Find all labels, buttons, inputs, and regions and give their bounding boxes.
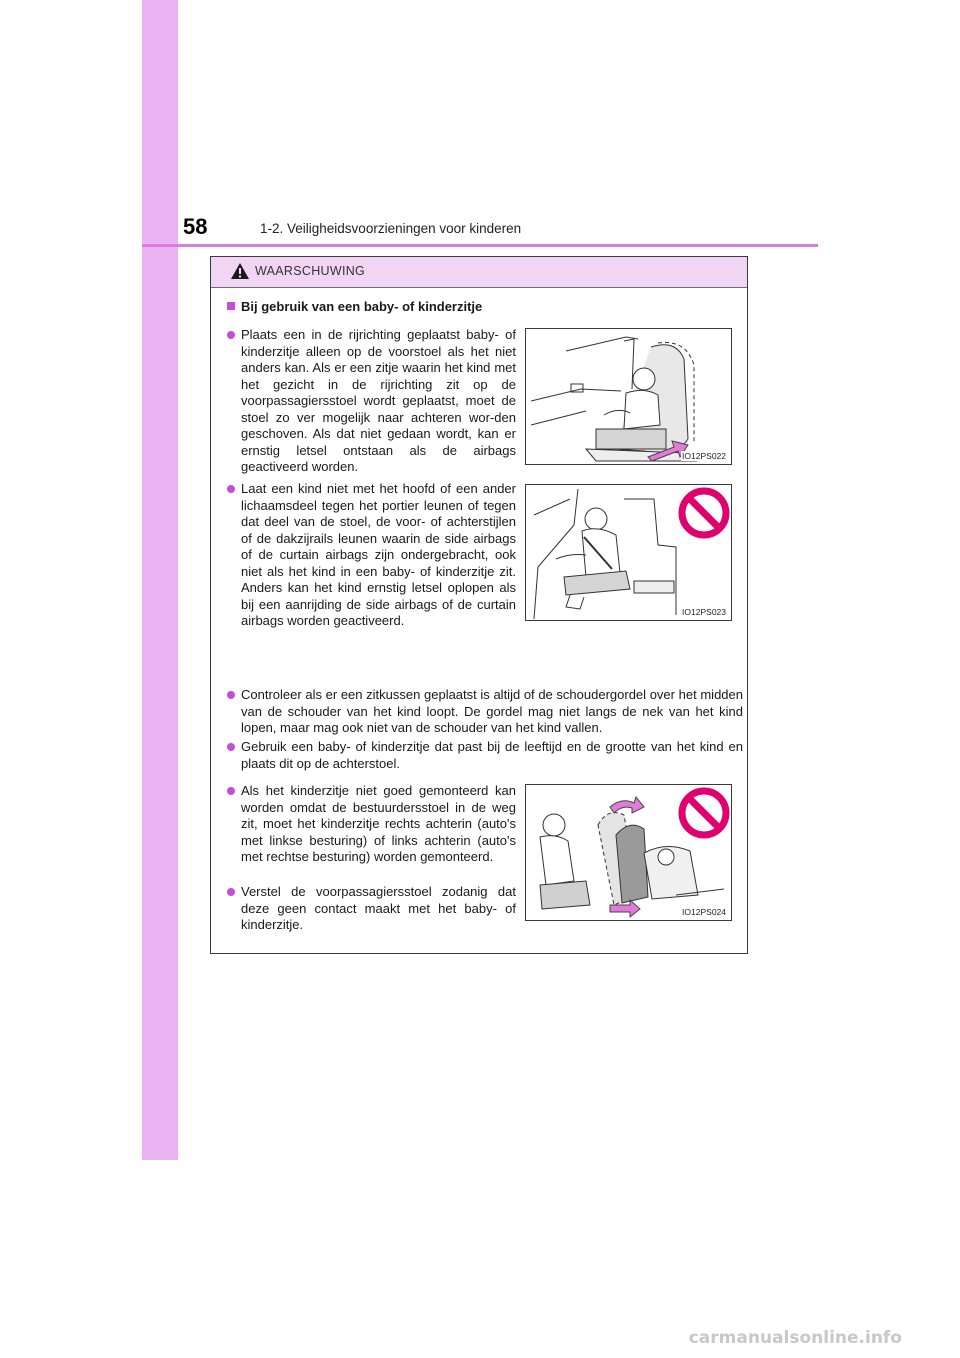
prohibition-icon	[682, 791, 726, 835]
figure-code: IO12PS022	[682, 451, 726, 461]
illustration-child-booster-rear	[526, 485, 731, 620]
figure-seat-contact-prohibited	[525, 784, 732, 921]
warning-triangle-icon	[230, 262, 250, 280]
watermark: carmanualsonline.info	[688, 1328, 902, 1348]
illustration-seat-adjustment	[526, 785, 731, 920]
section-title: 1-2. Veiligheidsvoorzieningen voor kinderen	[260, 221, 522, 236]
warning-subheading	[227, 299, 482, 314]
warning-header	[211, 257, 747, 288]
prohibition-icon	[682, 491, 726, 535]
bullet-front-seat: Plaats een in de rijrichting geplaatst baby- of kinderzitje alleen op de voorstoel als het niet anders kan. Als er een zitje waarin het kind met het gezicht in de rijrichting zit op de voorpassagiersstoel wordt geplaatst, moet de stoel zo ver mogelijk naar achteren wor-den geschoven. Als dat niet gedaan wordt, kan er ernstig letsel ontstaan als de airbags geactiveerd worden.	[241, 327, 516, 474]
warning-label: WAARSCHUWING	[255, 264, 366, 278]
illustration-child-seat-front	[526, 329, 731, 464]
page-number: 58	[183, 214, 208, 239]
warning-box	[210, 256, 748, 954]
chapter-side-tab	[142, 0, 178, 1160]
round-bullet-icon	[227, 485, 235, 493]
figure-child-rear-prohibited	[525, 484, 732, 621]
figure-code: IO12PS024	[682, 907, 726, 917]
subheading-text: Bij gebruik van een baby- of kinderzitje	[241, 299, 483, 314]
bullet-rear-seat: Gebruik een baby- of kinderzitje dat past bij de leeftijd en de grootte van het kind en plaats dit op de achterstoel.	[241, 739, 743, 771]
square-bullet-icon	[227, 302, 235, 310]
round-bullet-icon	[227, 787, 235, 795]
round-bullet-icon	[227, 888, 235, 896]
bullet-side-airbags: Laat een kind niet met het hoofd of een ander lichaamsdeel tegen het portier leunen of tegen dat deel van de stoel, de voor- of achterstijlen of de dakzijrails leunen waarin de side airbags of de curtain airbags zijn ondergebracht, ook niet als het kind in een baby- of kinderzitje zit. Anders kan het kind ernstig letsel oplopen als bij een aanrijding de side airbags of de curtain airbags worden geactiveerd.	[241, 481, 516, 628]
round-bullet-icon	[227, 331, 235, 339]
figure-child-seat-front	[525, 328, 732, 465]
round-bullet-icon	[227, 691, 235, 699]
figure-code: IO12PS023	[682, 607, 726, 617]
bullet-shoulder-belt: Controleer als er een zitkussen geplaatst is altijd of de schoudergordel over het midden van de schouder van het kind loopt. De gordel mag niet langs de nek van het kind lopen, maar mag ook niet van de schouder van het kind vallen.	[241, 687, 743, 735]
header-rule	[142, 244, 818, 247]
round-bullet-icon	[227, 743, 235, 751]
arrow-icon	[610, 797, 644, 813]
bullet-adjust-seat: Verstel de voorpassagiersstoel zodanig dat deze geen contact maakt met het baby- of kinderzitje.	[241, 884, 516, 932]
bullet-mounting-position: Als het kinderzitje niet goed gemonteerd kan worden omdat de bestuurdersstoel in de weg zit, moet het kinderzitje rechts achterin (auto's met linkse besturing) of links achterin (auto's met rechtse besturing) worden gemonteerd.	[241, 783, 516, 864]
